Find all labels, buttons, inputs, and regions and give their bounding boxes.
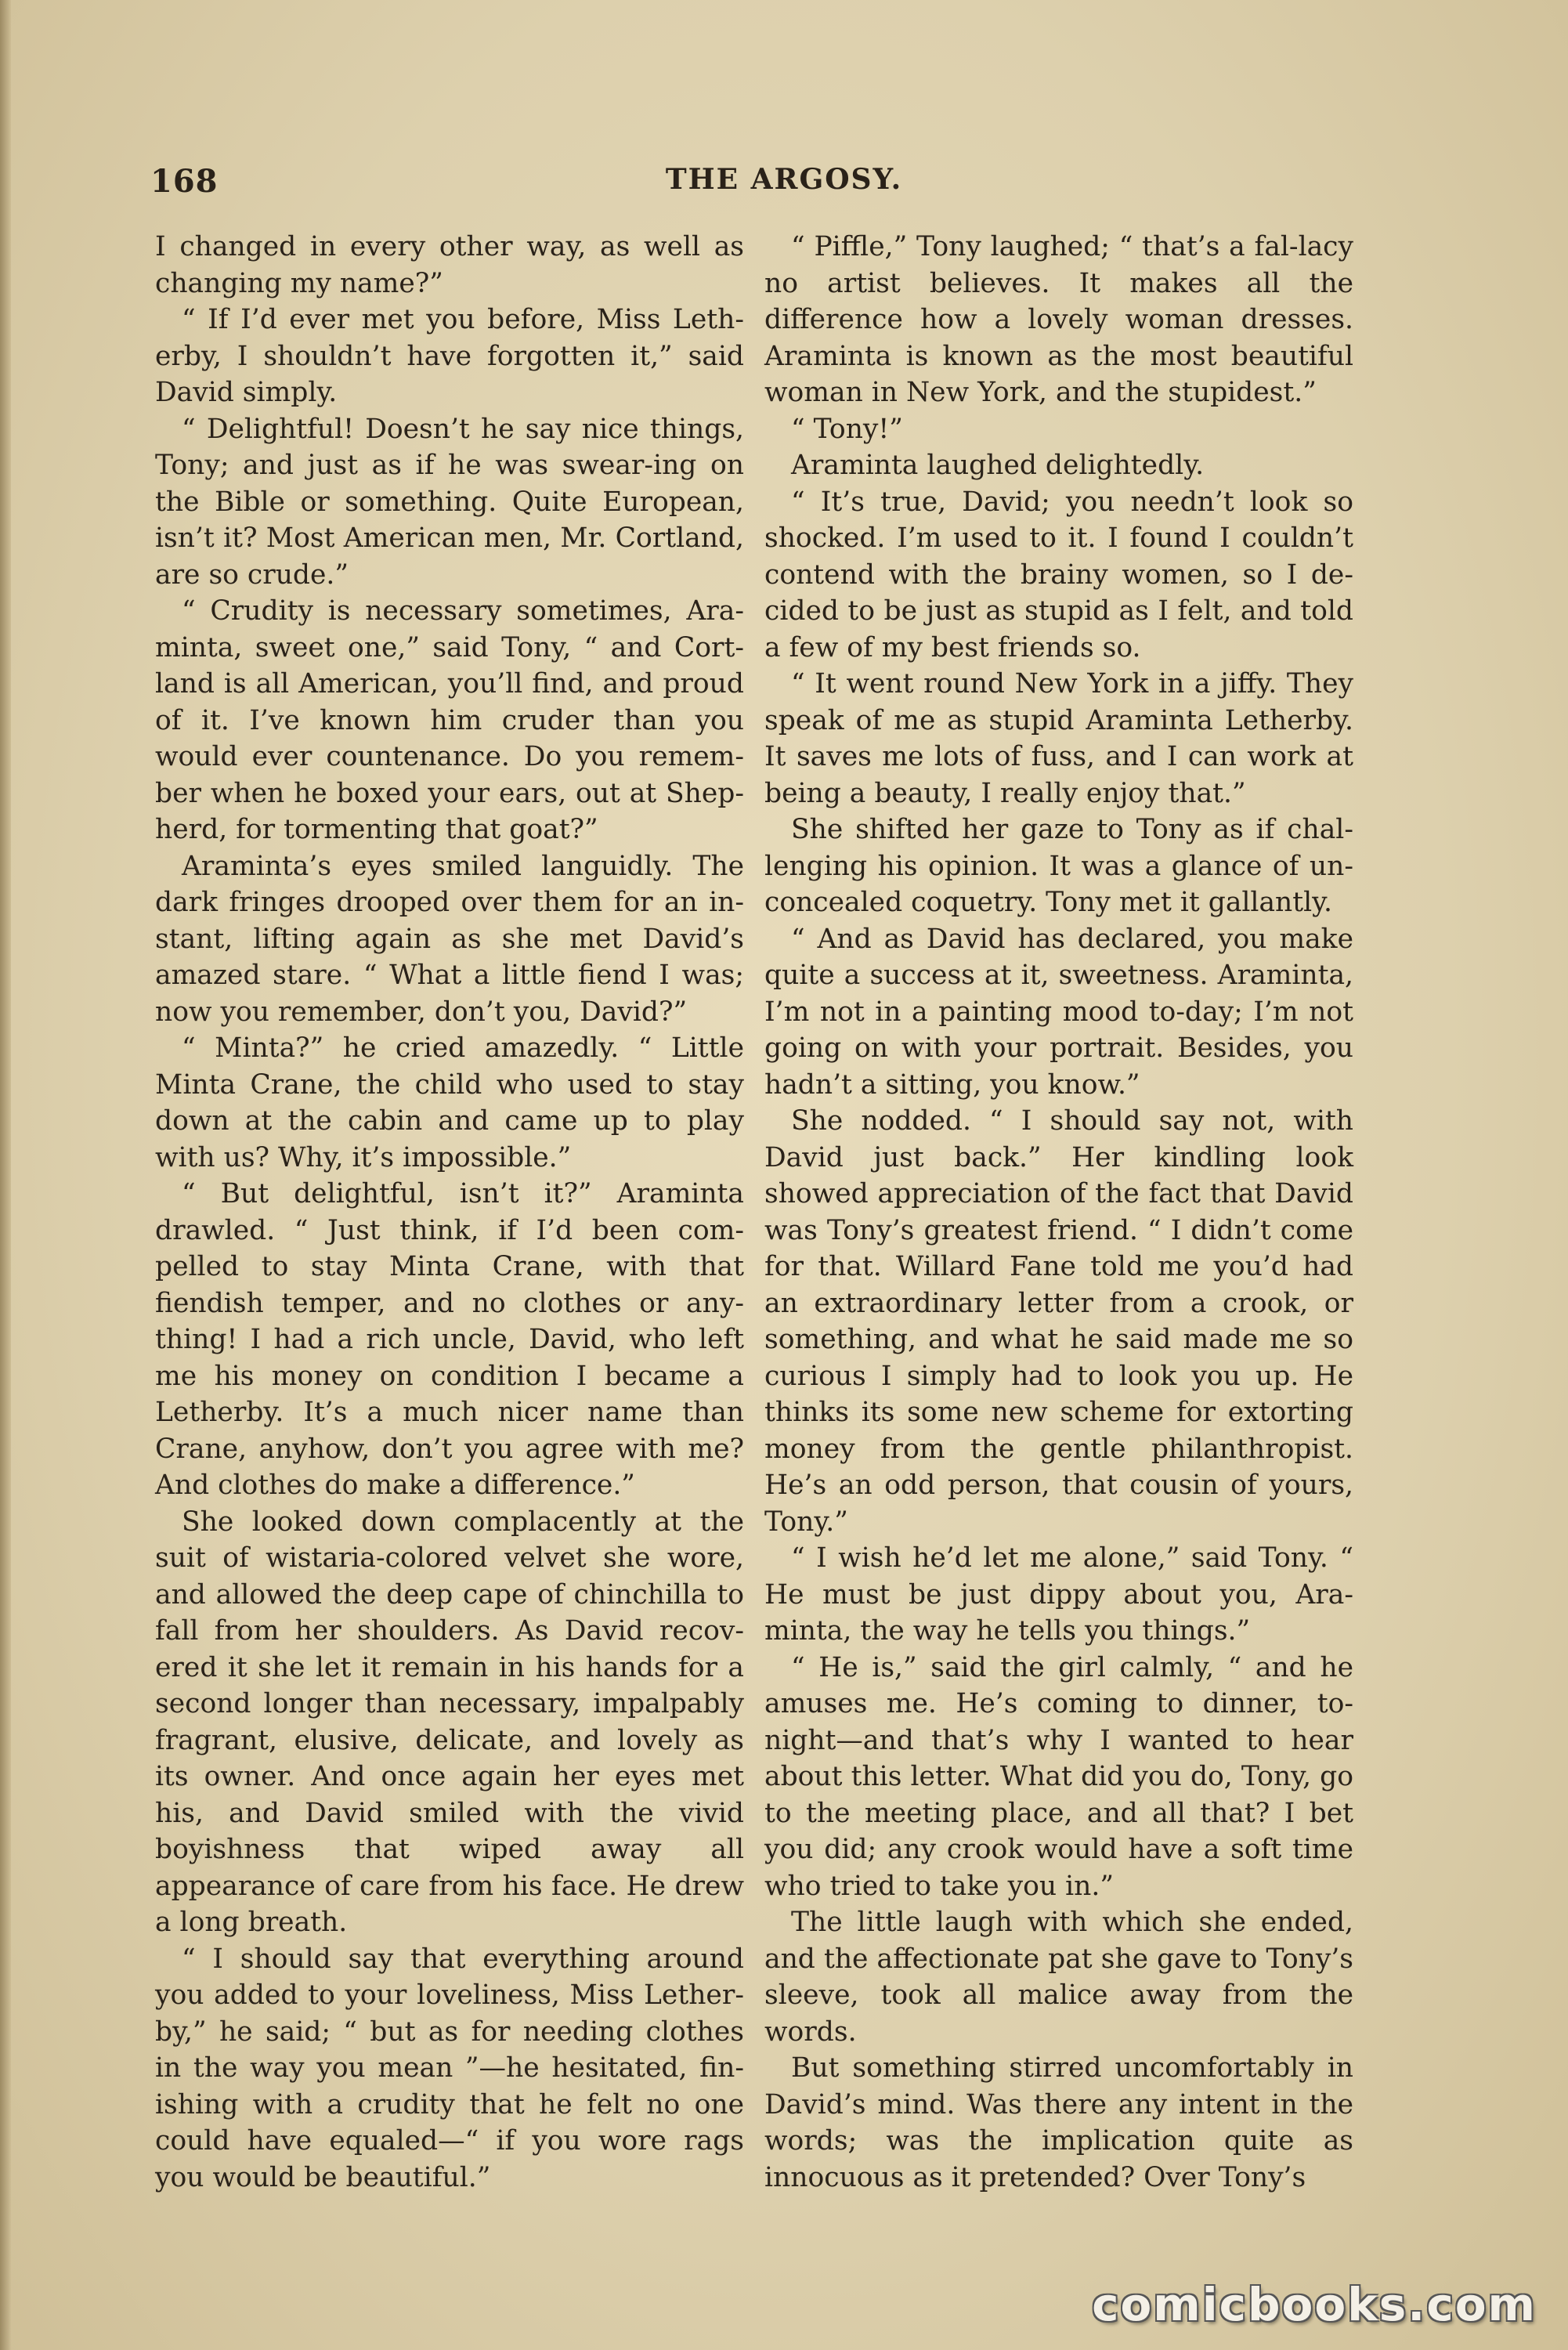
paragraph: “ Tony!” (791, 413, 903, 445)
paragraph: “ Piffle,” Tony laughed; “ that’s a fal-lacy no artist believes. It makes all the difference how a lovely woman dresses. Araminta is known as the most beautiful woman in New York, and the stupidest.” (764, 231, 1353, 408)
paragraph: She looked down complacently at the suit of wistaria-colored velvet she wore, and allowed the deep cape of chinchilla to fall from her shoulders. As David recov-ered it she let it remain in his hands for a second longer than necessary, impalpably fragrant, elusive, delicate, and lovely as its owner. And once again her eyes met his, and David smiled with the vivid boyishness that wiped away all appearance of care from his face. He drew a long breath. (155, 1506, 744, 1938)
page-number: 168 (150, 163, 219, 200)
paragraph: “ I wish he’d let me alone,” said Tony. “ He must be just dippy about you, Ara-minta, the way he tells you things.” (764, 1542, 1353, 1647)
paragraph: “ It went round New York in a jiffy. They speak of me as stupid Araminta Letherby. It saves me lots of fuss, and I can work at being a beauty, I really enjoy that.” (764, 668, 1353, 809)
paragraph: “ And as David has declared, you make quite a success at it, sweetness. Araminta, I’m not in a painting mood to-day; I’m not going on with your portrait. Besides, you hadn’t a sitting, you know.” (764, 923, 1353, 1101)
paragraph: The little laugh with which she ended, and the affectionate pat she gave to Tony’s sleeve, took all malice away from the words. (764, 1907, 1353, 2048)
paragraph: “ Delightful! Doesn’t he say nice things, Tony; and just as if he was swear-ing on the Bible or something. Quite European, isn’t it? Most American men, Mr. Cortland, are so crude.” (155, 413, 744, 591)
paragraph: “ I should say that everything around you added to your loveliness, Miss Lether-by,” he said; “ but as for needing clothes in the way you mean ”—he hesitated, fin-ishing with a crudity that he felt no one could have equaled—“ if you wore rags you would be beautiful.” (155, 1943, 744, 2193)
right-column (764, 229, 1353, 2196)
paragraph: I changed in every other way, as well as changing my name?” (155, 231, 744, 299)
paragraph: “ If I’d ever met you before, Miss Leth-erby, I shouldn’t have forgotten it,” said David simply. (155, 304, 744, 408)
paragraph: She shifted her gaze to Tony as if chal-lenging his opinion. It was a glance of un-concealed coquetry. Tony met it gallantly. (764, 814, 1353, 918)
paragraph: “ He is,” said the girl calmly, “ and he amuses me. He’s coming to dinner, to-night—and that’s why I wanted to hear about this letter. What did you do, Tony, go to the meeting place, and all that? I bet you did; any crook would have a soft time who tried to take you in.” (764, 1651, 1353, 1902)
paragraph: “ But delightful, isn’t it?” Araminta drawled. “ Just think, if I’d been com-pelled to stay Minta Crane, with that fiendish temper, and no clothes or any-thing! I had a rich uncle, David, who left me his money on condition I became a Letherby. It’s a much nicer name than Crane, anyhow, don’t you agree with me? And clothes do make a difference.” (155, 1178, 744, 1501)
paragraph: But something stirred uncomfortably in David’s mind. Was there any intent in the words; was the implication quite as innocuous as it pretended? Over Tony’s (764, 2052, 1353, 2193)
left-column (155, 229, 744, 2196)
running-title: THE ARGOSY. (665, 163, 903, 196)
paragraph: “ Crudity is necessary sometimes, Ara-minta, sweet one,” said Tony, “ and Cort-land is all American, you’ll find, and proud of it. I’ve known him cruder than you would ever countenance. Do you remem-ber when he boxed your ears, out at Shep-herd, for tormenting that goat?” (155, 595, 744, 845)
paragraph: “ Minta?” he cried amazedly. “ Little Minta Crane, the child who used to stay down at the cabin and came up to play with us? Why, it’s impossible.” (155, 1032, 744, 1173)
watermark-logo: comicbooks.com (1092, 2278, 1537, 2331)
paragraph: Araminta’s eyes smiled languidly. The dark fringes drooped over them for an in-stant, lifting again as she met David’s amazed stare. “ What a little fiend I was; now you remember, don’t you, David?” (155, 850, 744, 1028)
paragraph: She nodded. “ I should say not, with David just back.” Her kindling look showed appreciation of the fact that David was Tony’s greatest friend. “ I didn’t come for that. Willard Fane told me you’d had an extraordinary letter from a crook, or something, and what he said made me so curious I simply had to look you up. He thinks its some new scheme for extorting money from the gentle philanthropist. He’s an odd person, that cousin of yours, Tony.” (764, 1105, 1353, 1538)
paragraph: Araminta laughed delightedly. (791, 450, 1205, 481)
page-spine-shadow (0, 0, 11, 2350)
paragraph: “ It’s true, David; you needn’t look so shocked. I’m used to it. I found I couldn’t contend with the brainy women, so I de-cided to be just as stupid as I felt, and told a few of my best friends so. (764, 486, 1353, 663)
